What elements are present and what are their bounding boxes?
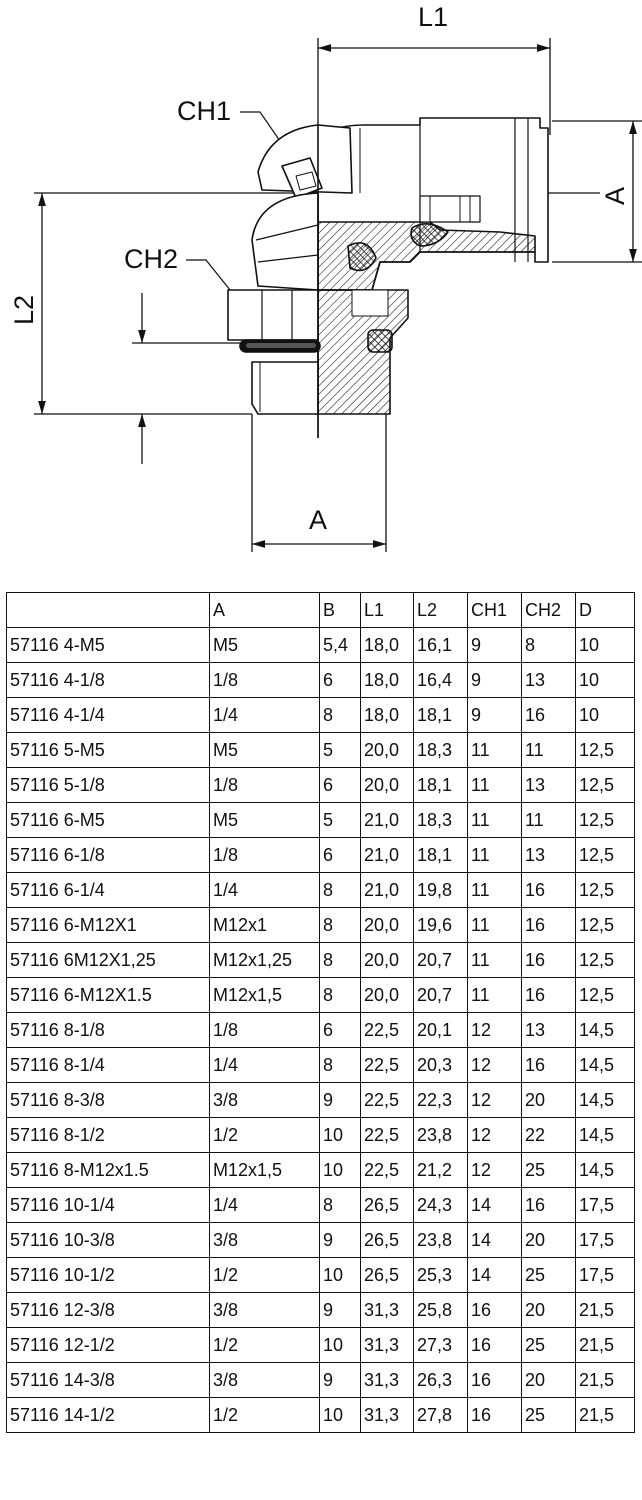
table-cell: 16 <box>522 908 576 943</box>
header-cell <box>7 593 210 628</box>
table-cell: 3/8 <box>210 1363 320 1398</box>
part-number-cell: 57116 14-3/8 <box>7 1363 210 1398</box>
table-cell: 9 <box>320 1293 361 1328</box>
table-cell: 20,0 <box>361 768 414 803</box>
table-cell: 10 <box>576 628 635 663</box>
table-cell: 6 <box>320 838 361 873</box>
part-number-cell: 57116 8-1/4 <box>7 1048 210 1083</box>
table-cell: 16 <box>522 1048 576 1083</box>
table-cell: 18,0 <box>361 663 414 698</box>
part-number-cell: 57116 5-1/8 <box>7 768 210 803</box>
table-cell: 8 <box>320 698 361 733</box>
table-cell: 12,5 <box>576 978 635 1013</box>
table-cell: 11 <box>468 768 522 803</box>
table-cell: 14,5 <box>576 1013 635 1048</box>
part-number-cell: 57116 4-1/8 <box>7 663 210 698</box>
table-cell: 21,0 <box>361 838 414 873</box>
table-cell: 11 <box>522 803 576 838</box>
table-row <box>7 768 635 803</box>
table-cell: 14 <box>468 1258 522 1293</box>
table-row <box>7 698 635 733</box>
table-cell: 9 <box>468 628 522 663</box>
table-cell: 16 <box>522 1188 576 1223</box>
table-cell: 17,5 <box>576 1258 635 1293</box>
table-cell: 13 <box>522 768 576 803</box>
header-cell: L2 <box>414 593 468 628</box>
table-cell: 18,0 <box>361 628 414 663</box>
table-cell: 18,1 <box>414 768 468 803</box>
table-cell: 21,5 <box>576 1398 635 1433</box>
table-cell: 10 <box>320 1398 361 1433</box>
a-right-label: A <box>600 186 630 205</box>
header-cell: CH1 <box>468 593 522 628</box>
table-cell: 22,3 <box>414 1083 468 1118</box>
table-cell: 16 <box>468 1363 522 1398</box>
table-cell: 3/8 <box>210 1293 320 1328</box>
table-cell: 10 <box>320 1118 361 1153</box>
table-cell: 20 <box>522 1363 576 1398</box>
table-cell: 18,3 <box>414 733 468 768</box>
part-number-cell: 57116 8-1/8 <box>7 1013 210 1048</box>
part-number-cell: 57116 12-3/8 <box>7 1293 210 1328</box>
table-cell: 14,5 <box>576 1118 635 1153</box>
table-row <box>7 1223 635 1258</box>
table-cell: 13 <box>522 663 576 698</box>
table-cell: 20,0 <box>361 733 414 768</box>
table-cell: 26,5 <box>361 1258 414 1293</box>
table-row <box>7 1013 635 1048</box>
table-cell: M12x1,5 <box>210 978 320 1013</box>
table-cell: 25 <box>522 1258 576 1293</box>
part-number-cell: 57116 4-1/4 <box>7 698 210 733</box>
table-cell: 1/8 <box>210 768 320 803</box>
part-number-cell: 57116 10-1/2 <box>7 1258 210 1293</box>
table-row <box>7 1258 635 1293</box>
table-cell: 12,5 <box>576 803 635 838</box>
table-row <box>7 663 635 698</box>
table-header-row <box>7 593 635 628</box>
table-cell: 5,4 <box>320 628 361 663</box>
table-cell: 16 <box>522 943 576 978</box>
table-row <box>7 733 635 768</box>
table-cell: 12 <box>468 1118 522 1153</box>
table-cell: 22,5 <box>361 1118 414 1153</box>
table-cell: 20,0 <box>361 908 414 943</box>
part-number-cell: 57116 6-M12X1.5 <box>7 978 210 1013</box>
table-cell: M5 <box>210 803 320 838</box>
table-cell: 12,5 <box>576 943 635 978</box>
table-cell: 17,5 <box>576 1223 635 1258</box>
table-cell: 16 <box>522 698 576 733</box>
table-cell: 24,3 <box>414 1188 468 1223</box>
l2-label: L2 <box>9 294 39 325</box>
table-cell: 18,3 <box>414 803 468 838</box>
table-row <box>7 1118 635 1153</box>
table-cell: 10 <box>320 1328 361 1363</box>
table-cell: 11 <box>468 803 522 838</box>
table-cell: 20 <box>522 1223 576 1258</box>
table-row <box>7 803 635 838</box>
table-cell: 1/4 <box>210 873 320 908</box>
table-cell: 16,1 <box>414 628 468 663</box>
table-cell: 20,3 <box>414 1048 468 1083</box>
part-number-cell: 57116 4-M5 <box>7 628 210 663</box>
table-cell: 25,3 <box>414 1258 468 1293</box>
part-number-cell: 57116 6-M12X1 <box>7 908 210 943</box>
table-cell: M12x1 <box>210 908 320 943</box>
table-cell: 19,6 <box>414 908 468 943</box>
table-cell: 25 <box>522 1328 576 1363</box>
table-cell: 26,5 <box>361 1188 414 1223</box>
table-cell: 9 <box>468 663 522 698</box>
part-number-cell: 57116 10-1/4 <box>7 1188 210 1223</box>
part-number-cell: 57116 8-1/2 <box>7 1118 210 1153</box>
table-cell: 21,0 <box>361 873 414 908</box>
table-cell: 21,5 <box>576 1293 635 1328</box>
table-cell: 21,2 <box>414 1153 468 1188</box>
table-cell: 16,4 <box>414 663 468 698</box>
table-cell: M5 <box>210 628 320 663</box>
table-cell: 20,0 <box>361 943 414 978</box>
table-cell: 3/8 <box>210 1223 320 1258</box>
part-number-cell: 57116 6-M5 <box>7 803 210 838</box>
table-cell: 31,3 <box>361 1398 414 1433</box>
table-row <box>7 908 635 943</box>
table-cell: 14,5 <box>576 1083 635 1118</box>
table-cell: 20,1 <box>414 1013 468 1048</box>
table-cell: 22,5 <box>361 1013 414 1048</box>
table-cell: 1/8 <box>210 663 320 698</box>
table-cell: M5 <box>210 733 320 768</box>
table-cell: 1/2 <box>210 1328 320 1363</box>
table-cell: 1/4 <box>210 1188 320 1223</box>
table-cell: 8 <box>320 978 361 1013</box>
table-cell: 5 <box>320 733 361 768</box>
table-cell: 16 <box>468 1293 522 1328</box>
table-cell: 12,5 <box>576 908 635 943</box>
header-cell: L1 <box>361 593 414 628</box>
part-number-cell: 57116 6M12X1,25 <box>7 943 210 978</box>
table-cell: 9 <box>320 1083 361 1118</box>
table-cell: 5 <box>320 803 361 838</box>
table-row <box>7 1083 635 1118</box>
table-row <box>7 1188 635 1223</box>
table-cell: 11 <box>468 943 522 978</box>
header-cell: A <box>210 593 320 628</box>
table-cell: 6 <box>320 1013 361 1048</box>
table-cell: 10 <box>576 698 635 733</box>
table-cell: 16 <box>522 978 576 1013</box>
technical-drawing <box>0 0 642 575</box>
table-cell: 8 <box>320 873 361 908</box>
fitting-body <box>228 118 548 438</box>
table-row <box>7 1363 635 1398</box>
table-row <box>7 1293 635 1328</box>
table-cell: 8 <box>522 628 576 663</box>
table-row <box>7 1048 635 1083</box>
part-number-cell: 57116 5-M5 <box>7 733 210 768</box>
table-cell: 14,5 <box>576 1048 635 1083</box>
ch2-label: CH2 <box>124 244 179 274</box>
table-cell: 8 <box>320 908 361 943</box>
table-cell: 1/8 <box>210 1013 320 1048</box>
table-cell: 21,0 <box>361 803 414 838</box>
table-cell: 1/2 <box>210 1258 320 1293</box>
table-cell: 20,7 <box>414 978 468 1013</box>
table-cell: 12,5 <box>576 873 635 908</box>
table-cell: 3/8 <box>210 1083 320 1118</box>
table-cell: 1/4 <box>210 698 320 733</box>
table-cell: 26,5 <box>361 1223 414 1258</box>
table-cell: 11 <box>468 908 522 943</box>
table-cell: 12 <box>468 1083 522 1118</box>
table-cell: 31,3 <box>361 1293 414 1328</box>
header-cell: B <box>320 593 361 628</box>
table-cell: 12 <box>468 1153 522 1188</box>
table-cell: 13 <box>522 1013 576 1048</box>
table-cell: 25 <box>522 1398 576 1433</box>
table-cell: 1/2 <box>210 1398 320 1433</box>
part-number-cell: 57116 8-M12x1.5 <box>7 1153 210 1188</box>
table-cell: 6 <box>320 768 361 803</box>
table-row <box>7 978 635 1013</box>
table-cell: 18,1 <box>414 838 468 873</box>
table-cell: 21,5 <box>576 1328 635 1363</box>
table-cell: 14 <box>468 1188 522 1223</box>
table-cell: 11 <box>468 978 522 1013</box>
table-cell: 23,8 <box>414 1223 468 1258</box>
header-cell: CH2 <box>522 593 576 628</box>
table-cell: 13 <box>522 838 576 873</box>
table-row <box>7 943 635 978</box>
table-cell: 17,5 <box>576 1188 635 1223</box>
table-cell: 22,5 <box>361 1153 414 1188</box>
table-row <box>7 1328 635 1363</box>
header-cell: D <box>576 593 635 628</box>
part-number-cell: 57116 10-3/8 <box>7 1223 210 1258</box>
table-cell: 1/8 <box>210 838 320 873</box>
table-cell: 8 <box>320 1048 361 1083</box>
table-cell: 11 <box>468 838 522 873</box>
table-cell: 20,0 <box>361 978 414 1013</box>
table-cell: 14,5 <box>576 1153 635 1188</box>
table-cell: M12x1,5 <box>210 1153 320 1188</box>
table-cell: 22,5 <box>361 1048 414 1083</box>
table-cell: 20,7 <box>414 943 468 978</box>
table-cell: 6 <box>320 663 361 698</box>
table-row <box>7 1153 635 1188</box>
table-cell: 22,5 <box>361 1083 414 1118</box>
table-cell: 31,3 <box>361 1328 414 1363</box>
table-cell: 26,3 <box>414 1363 468 1398</box>
table-cell: 27,8 <box>414 1398 468 1433</box>
table-cell: 23,8 <box>414 1118 468 1153</box>
table-cell: 18,0 <box>361 698 414 733</box>
table-cell: 9 <box>320 1363 361 1398</box>
table-cell: 12,5 <box>576 733 635 768</box>
part-number-cell: 57116 6-1/8 <box>7 838 210 873</box>
a-bottom-label: A <box>309 505 328 535</box>
table-cell: 12,5 <box>576 838 635 873</box>
table-cell: 10 <box>320 1153 361 1188</box>
table-row <box>7 873 635 908</box>
table-row <box>7 1398 635 1433</box>
table-cell: 18,1 <box>414 698 468 733</box>
table-cell: 11 <box>522 733 576 768</box>
part-number-cell: 57116 6-1/4 <box>7 873 210 908</box>
table-cell: 9 <box>320 1223 361 1258</box>
table-cell: 25 <box>522 1153 576 1188</box>
ch1-label: CH1 <box>177 96 232 126</box>
table-cell: 21,5 <box>576 1363 635 1398</box>
table-cell: 12 <box>468 1048 522 1083</box>
table-cell: 16 <box>522 873 576 908</box>
specification-table <box>6 592 635 1433</box>
table-cell: 1/4 <box>210 1048 320 1083</box>
table-cell: 9 <box>468 698 522 733</box>
l1-label: L1 <box>418 2 449 32</box>
table-cell: 11 <box>468 733 522 768</box>
table-cell: 20 <box>522 1083 576 1118</box>
table-cell: 31,3 <box>361 1363 414 1398</box>
table-row <box>7 838 635 873</box>
table-cell: M12x1,25 <box>210 943 320 978</box>
table-cell: 25,8 <box>414 1293 468 1328</box>
table-cell: 14 <box>468 1223 522 1258</box>
table-cell: 10 <box>576 663 635 698</box>
table-cell: 12 <box>468 1013 522 1048</box>
table-cell: 10 <box>320 1258 361 1293</box>
table-cell: 20 <box>522 1293 576 1328</box>
table-cell: 12,5 <box>576 768 635 803</box>
table-cell: 27,3 <box>414 1328 468 1363</box>
part-number-cell: 57116 14-1/2 <box>7 1398 210 1433</box>
table-cell: 8 <box>320 1188 361 1223</box>
table-cell: 11 <box>468 873 522 908</box>
table-row <box>7 628 635 663</box>
table-cell: 16 <box>468 1398 522 1433</box>
part-number-cell: 57116 8-3/8 <box>7 1083 210 1118</box>
table-cell: 19,8 <box>414 873 468 908</box>
table-cell: 22 <box>522 1118 576 1153</box>
table-cell: 16 <box>468 1328 522 1363</box>
table-cell: 1/2 <box>210 1118 320 1153</box>
part-number-cell: 57116 12-1/2 <box>7 1328 210 1363</box>
table-cell: 8 <box>320 943 361 978</box>
